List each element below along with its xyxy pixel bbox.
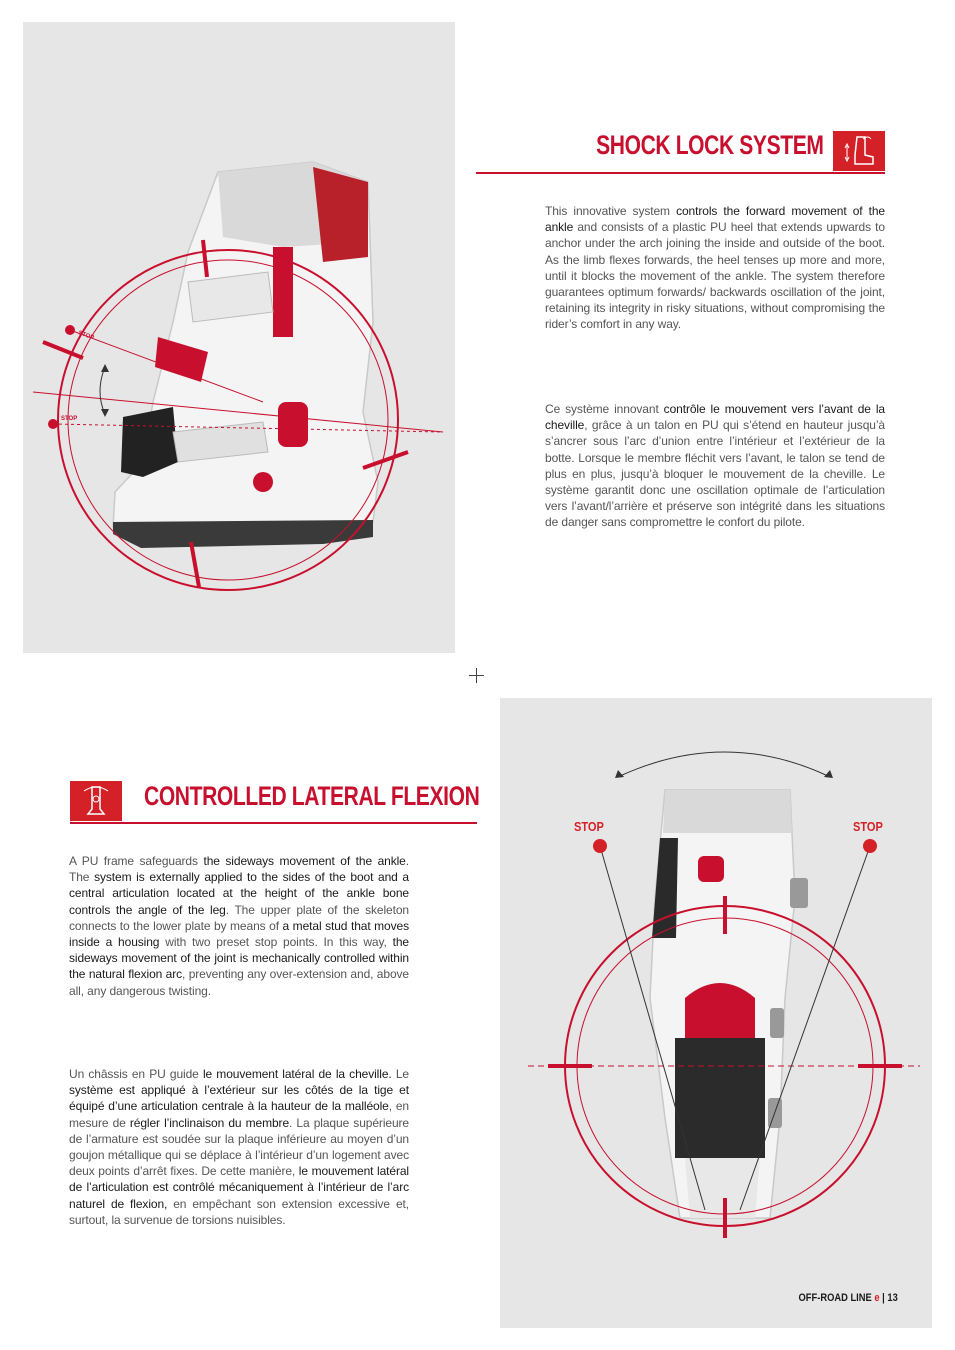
lateral-flexion-text-fr: [69, 1066, 409, 1228]
body-text: Le: [391, 1067, 409, 1081]
emphasis-text: a metal stud that moves inside a housing: [69, 918, 409, 950]
emphasis-text: the sideways movement of the joint is mechanically controlled within the natural flexion arc: [69, 935, 409, 982]
body-text: . The upper plate of the skeleton connects to the lower plate by means of: [69, 902, 409, 933]
emphasis-text: régler l’inclinaison du membre: [129, 1115, 290, 1130]
shock-lock-text-en: [545, 203, 885, 333]
lateral-flexion-rule: [70, 822, 477, 824]
page-center-crosshair: [469, 668, 484, 683]
lateral-flex-icon: [70, 781, 122, 821]
footer-separator: |: [882, 1292, 885, 1304]
body-text: , grâce à un talon en PU qui s’étend en hauteur jusqu’à s’ancrer sous l’arc d’union entre l’intérieur et l’extérieur de la botte. Lorsque le membre fléchit vers l’avant, le talon se tend de plus en plus, jusqu’à bloquer le mouvement de la cheville. Le système garantit donc une oscillation optimale de l’articulation vers l’avant/l’arrière et préserve son intégrité dans les situations de danger sans compromettre le confort du pilote.: [545, 418, 885, 530]
emphasis-text: système est appliqué à l’extérieur sur les côtés de la tige et équipé d’une articulation centrale à la hauteur de la malléole: [69, 1083, 409, 1114]
emphasis-text: le mouvement latéral de la cheville.: [202, 1067, 392, 1081]
lateral-flex-icon-box: [70, 781, 122, 821]
emphasis-text: the sideways movement of the ankle: [203, 854, 406, 868]
body-text: Un châssis en PU guide: [69, 1067, 203, 1081]
body-text: en empêchant son extension excessive et, surtout, la survenue de torsions nuisibles.: [69, 1196, 409, 1227]
footer-line-label: OFF-ROAD LINE: [798, 1292, 872, 1304]
boot-shape: [113, 162, 378, 548]
boot-rear-illustration: [500, 698, 932, 1328]
stop-label-right: STOP: [853, 819, 883, 834]
lateral-flexion-text-en: [69, 853, 409, 999]
body-text: , en mesure de: [69, 1099, 410, 1130]
shock-lock-title: SHOCK LOCK SYSTEM: [596, 130, 824, 160]
stop-dot: [65, 325, 75, 335]
body-text: This innovative system: [545, 204, 677, 218]
stop-dot: [48, 419, 58, 429]
page-footer: [799, 1292, 898, 1304]
body-text: . The: [69, 854, 409, 885]
boot-shape: [650, 790, 808, 1218]
body-text: . La plaque supérieure de l’armature est soudée sur la plaque inférieure au moyen d’un goujon métallique qui se déplace à l’intérieur d’un logement avec deux points d’arrêt fixes. De cette manière,: [69, 1115, 409, 1179]
page-number: 13: [887, 1292, 898, 1304]
body-text: and consists of a plastic PU heel that extends upwards to anchor under the arch joining the inside and outside of the boot. As the limb flexes forwards, the heel tenses up more and more, until it blocks the movement of the ankle. The system therefore guarantees optimum forwards/ backwards oscillation of the joint, retaining its integrity in risky situations, without compromising the rider’s comfort in any way.: [545, 220, 885, 332]
stop-label-left: STOP: [574, 819, 604, 834]
boot-side-illustration: [23, 22, 455, 653]
body-text: , preventing any over-extension and, above all, any dangerous twisting.: [69, 967, 410, 998]
body-text: with two preset stop points. In this way,: [159, 935, 393, 950]
shock-lock-image-panel: [23, 22, 455, 653]
body-text: Ce système innovant: [545, 402, 664, 416]
boot-flex-icon: [833, 131, 885, 171]
lateral-flexion-title: CONTROLLED LATERAL FLEXION: [144, 781, 480, 811]
stop-label-top: STOP: [77, 330, 95, 342]
emphasis-text: contrôle le mouvement vers l’avant de la cheville: [545, 402, 885, 433]
emphasis-text: system is externally applied to the sides of the boot and a central articulation located at the height of the ankle bone controls the angle of the leg: [69, 870, 409, 917]
stop-dot: [863, 839, 877, 853]
shock-lock-text-fr: [545, 401, 885, 531]
emphasis-text: le mouvement latéral de l’articulation est contrôlé mécaniquement à l’intérieur de l’arc naturel de flexion,: [69, 1164, 409, 1211]
shock-lock-icon-box: [833, 131, 885, 171]
body-text: A PU frame safeguards: [69, 854, 204, 868]
shock-lock-rule: [476, 172, 885, 174]
stop-label-bottom: STOP: [61, 416, 78, 422]
stop-dot: [593, 839, 607, 853]
lateral-flexion-image-panel: [500, 698, 932, 1328]
emphasis-text: controls the forward movement of the ankle: [545, 204, 885, 235]
footer-brand-mark: e: [874, 1292, 880, 1304]
